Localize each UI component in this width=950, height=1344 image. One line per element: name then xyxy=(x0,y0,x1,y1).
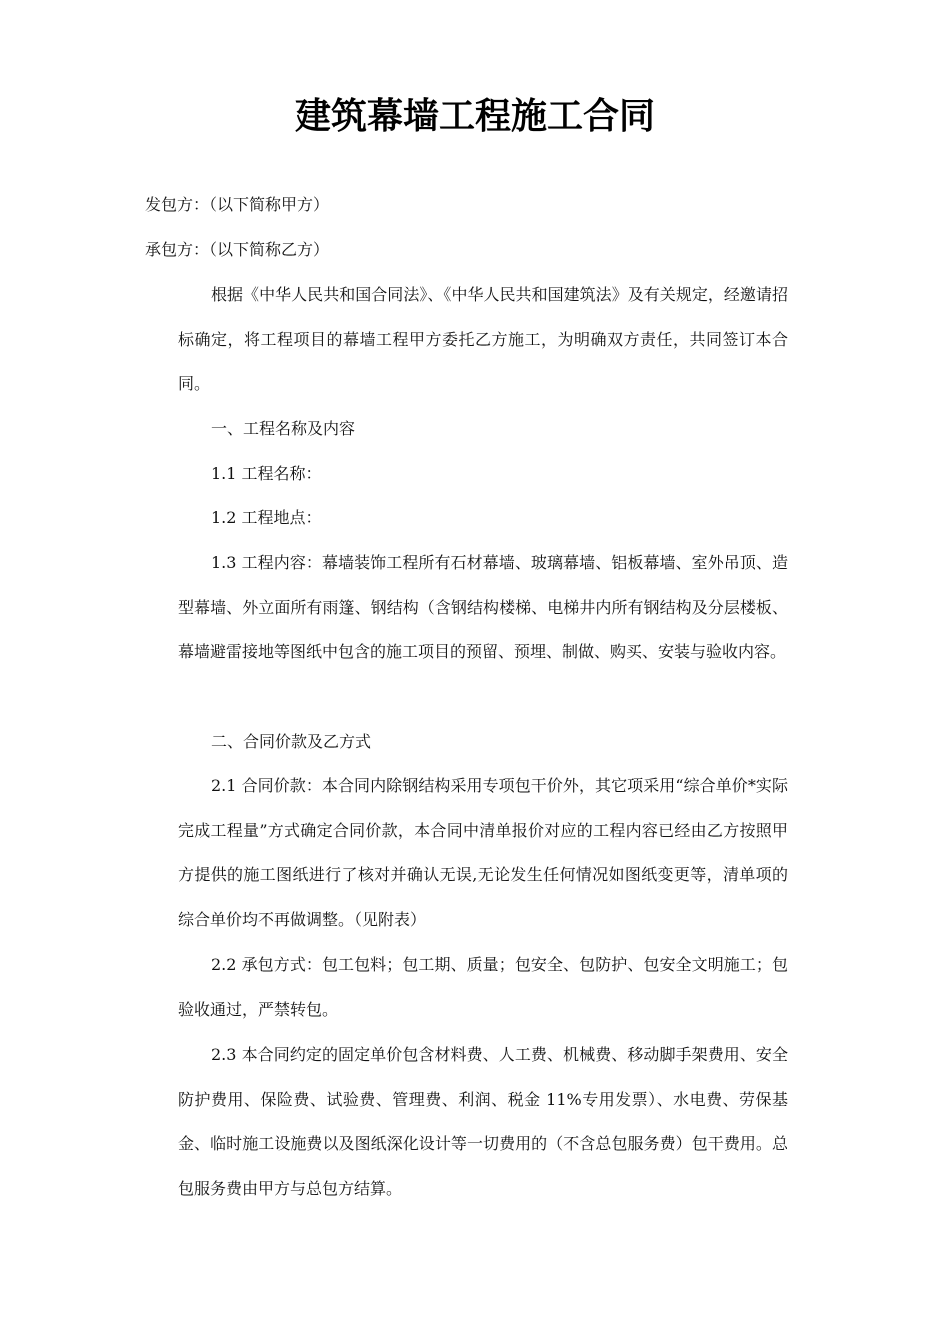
item-2-1-paragraph: 2.1 合同价款：本合同内除钢结构采用专项包干价外，其它项采用“综合单价*实际完成工程量”方式确定合同价款，本合同中清单报价对应的工程内容已经由乙方按照甲方提供的施工图纸进行了核对并确认无误,无论发生任何情况如图纸变更等，清单项的综合单价均不再做调整。（见附表） xyxy=(178,776,788,930)
party-b-line: 承包方：（以下简称乙方） xyxy=(145,240,330,259)
item-1-1: 1.1 工程名称： xyxy=(211,464,322,483)
item-2-2-paragraph: 2.2 承包方式：包工包料；包工期、质量；包安全、包防护、包安全文明施工；包验收通过，严禁转包。 xyxy=(178,955,788,1019)
party-a-line: 发包方：（以下简称甲方） xyxy=(145,195,330,214)
document-title: 建筑幕墙工程施工合同 xyxy=(294,96,655,137)
section-1-heading: 一、工程名称及内容 xyxy=(211,419,356,438)
item-1-2: 1.2 工程地点： xyxy=(211,508,322,527)
item-2-3-paragraph: 2.3 本合同约定的固定单价包含材料费、人工费、机械费、移动脚手架费用、安全防护费用、保险费、试验费、管理费、利润、税金 11%专用发票）、水电费、劳保基金、临时施工设施费以及图纸深化设计等一切费用的（不含总包服务费）包干费用。总包服务费由甲方与总包方结算。 xyxy=(178,1045,788,1199)
section-2-heading: 二、合同价款及乙方式 xyxy=(211,732,372,751)
preamble-paragraph: 根据《中华人民共和国合同法》、《中华人民共和国建筑法》及有关规定，经邀请招标确定，将工程项目的幕墙工程甲方委托乙方施工，为明确双方责任，共同签订本合同。 xyxy=(178,285,788,394)
item-1-3-paragraph: 1.3 工程内容：幕墙装饰工程所有石材幕墙、玻璃幕墙、铝板幕墙、室外吊顶、造型幕墙、外立面所有雨篷、钢结构（含钢结构楼梯、电梯井内所有钢结构及分层楼板、幕墙避雷接地等图纸中包含的施工项目的预留、预埋、制做、购买、安装与验收内容。 xyxy=(178,553,788,662)
